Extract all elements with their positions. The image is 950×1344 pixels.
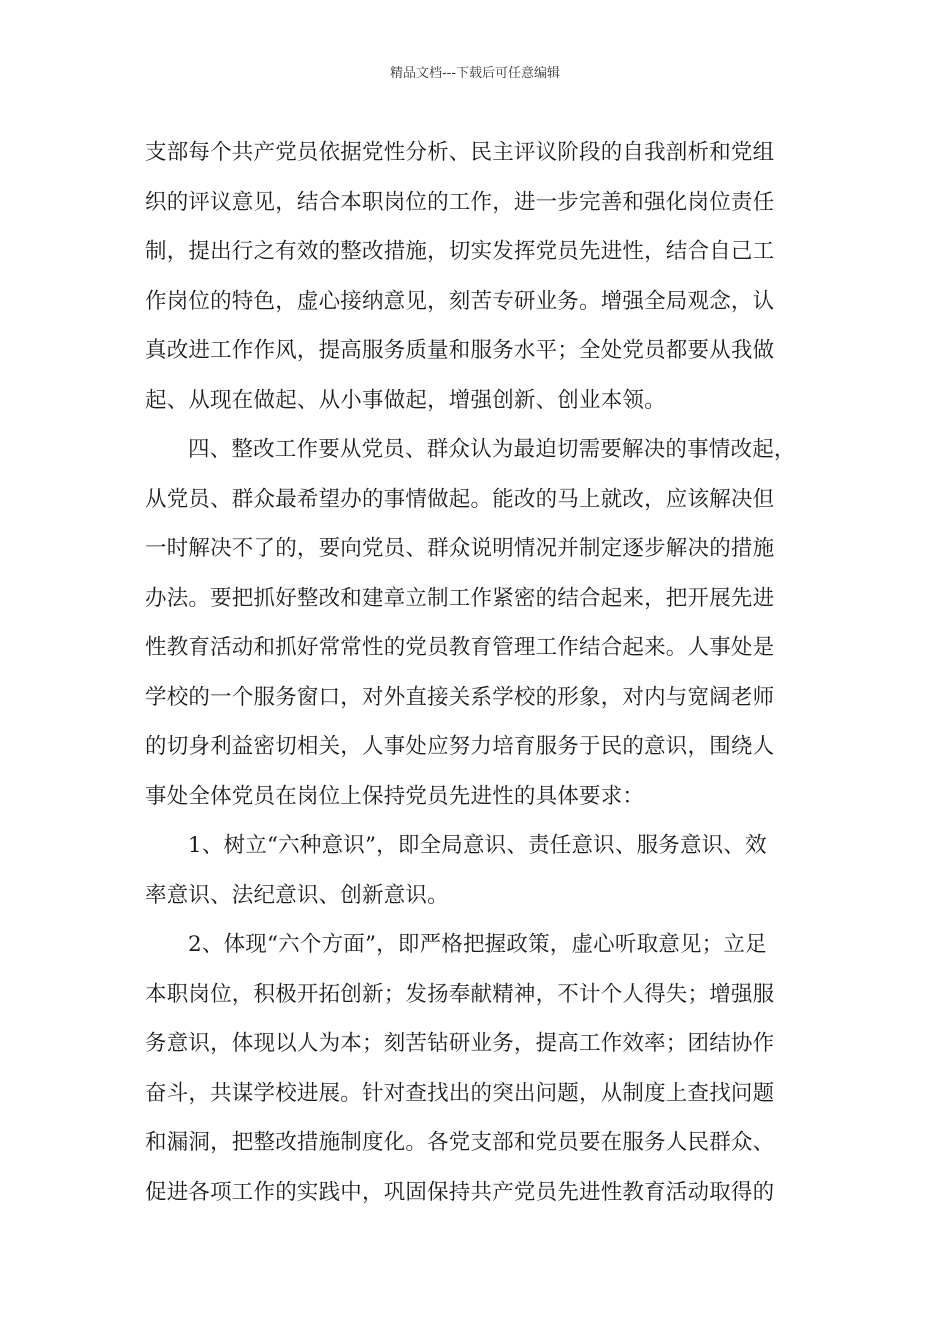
paragraph-2 bbox=[145, 425, 809, 821]
text-line: 真改进工作作风，提高服务质量和服务水平；全处党员都要从我做 bbox=[145, 338, 775, 363]
text-line: 事处全体党员在岗位上保持党员先进性的具体要求： bbox=[145, 783, 645, 809]
text-line: 的切身利益密切相关，人事处应努力培育服务于民的意识，围绕人 bbox=[145, 734, 775, 759]
text-line: 性教育活动和抓好常常性的党员教育管理工作结合起来。人事处是 bbox=[145, 635, 775, 660]
text-line: 从党员、群众最希望办的事情做起。能改的马上就改，应该解决但 bbox=[145, 486, 775, 512]
paragraph-4 bbox=[145, 920, 809, 1217]
text-line: 率意识、法纪意识、创新意识。 bbox=[145, 882, 449, 908]
text-line: 奋斗，共谋学校进展。针对查找出的突出问题，从制度上查找问题 bbox=[145, 1080, 775, 1106]
text-line: 四、整改工作要从党员、群众认为最迫切需要解决的事情改起， bbox=[188, 437, 796, 462]
text-line: 务意识，体现以人为本；刻苦钻研业务，提高工作效率；团结协作 bbox=[145, 1031, 775, 1056]
text-line: 学校的一个服务窗口，对外直接关系学校的形象，对内与宽阔老师 bbox=[145, 684, 775, 710]
paragraph-3 bbox=[145, 821, 809, 920]
text-line: 1、树立“六种意识”，即全局意识、责任意识、服务意识、效 bbox=[188, 833, 767, 858]
text-line: 一时解决不了的，要向党员、群众说明情况并制定逐步解决的措施 bbox=[145, 536, 775, 561]
paragraph-1 bbox=[145, 128, 809, 425]
text-line: 作岗位的特色，虚心接纳意见，刻苦专研业务。增强全局观念，认 bbox=[145, 288, 775, 314]
text-line: 支部每个共产党员依据党性分析、民主评议阶段的自我剖析和党组 bbox=[145, 140, 775, 165]
text-line: 制，提出行之有效的整改措施，切实发挥党员先进性，结合自己工 bbox=[145, 239, 775, 264]
text-line: 办法。要把抓好整改和建章立制工作紧密的结合起来，把开展先进 bbox=[145, 585, 775, 611]
text-line: 起、从现在做起、从小事做起，增强创新、创业本领。 bbox=[145, 387, 666, 413]
text-line: 促进各项工作的实践中，巩固保持共产党员先进性教育活动取得的 bbox=[145, 1179, 775, 1205]
page-header: 精品文档---下载后可任意编辑 bbox=[389, 66, 561, 81]
text-line: 和漏洞，把整改措施制度化。各党支部和党员要在服务人民群众、 bbox=[145, 1130, 775, 1155]
text-line: 2、体现“六个方面”，即严格把握政策，虚心听取意见；立足 bbox=[188, 932, 767, 957]
text-line: 本职岗位，积极开拓创新；发扬奉献精神，不计个人得失；增强服 bbox=[145, 981, 775, 1007]
text-line: 织的评议意见，结合本职岗位的工作，进一步完善和强化岗位责任 bbox=[145, 189, 775, 215]
document-body bbox=[145, 128, 809, 1217]
